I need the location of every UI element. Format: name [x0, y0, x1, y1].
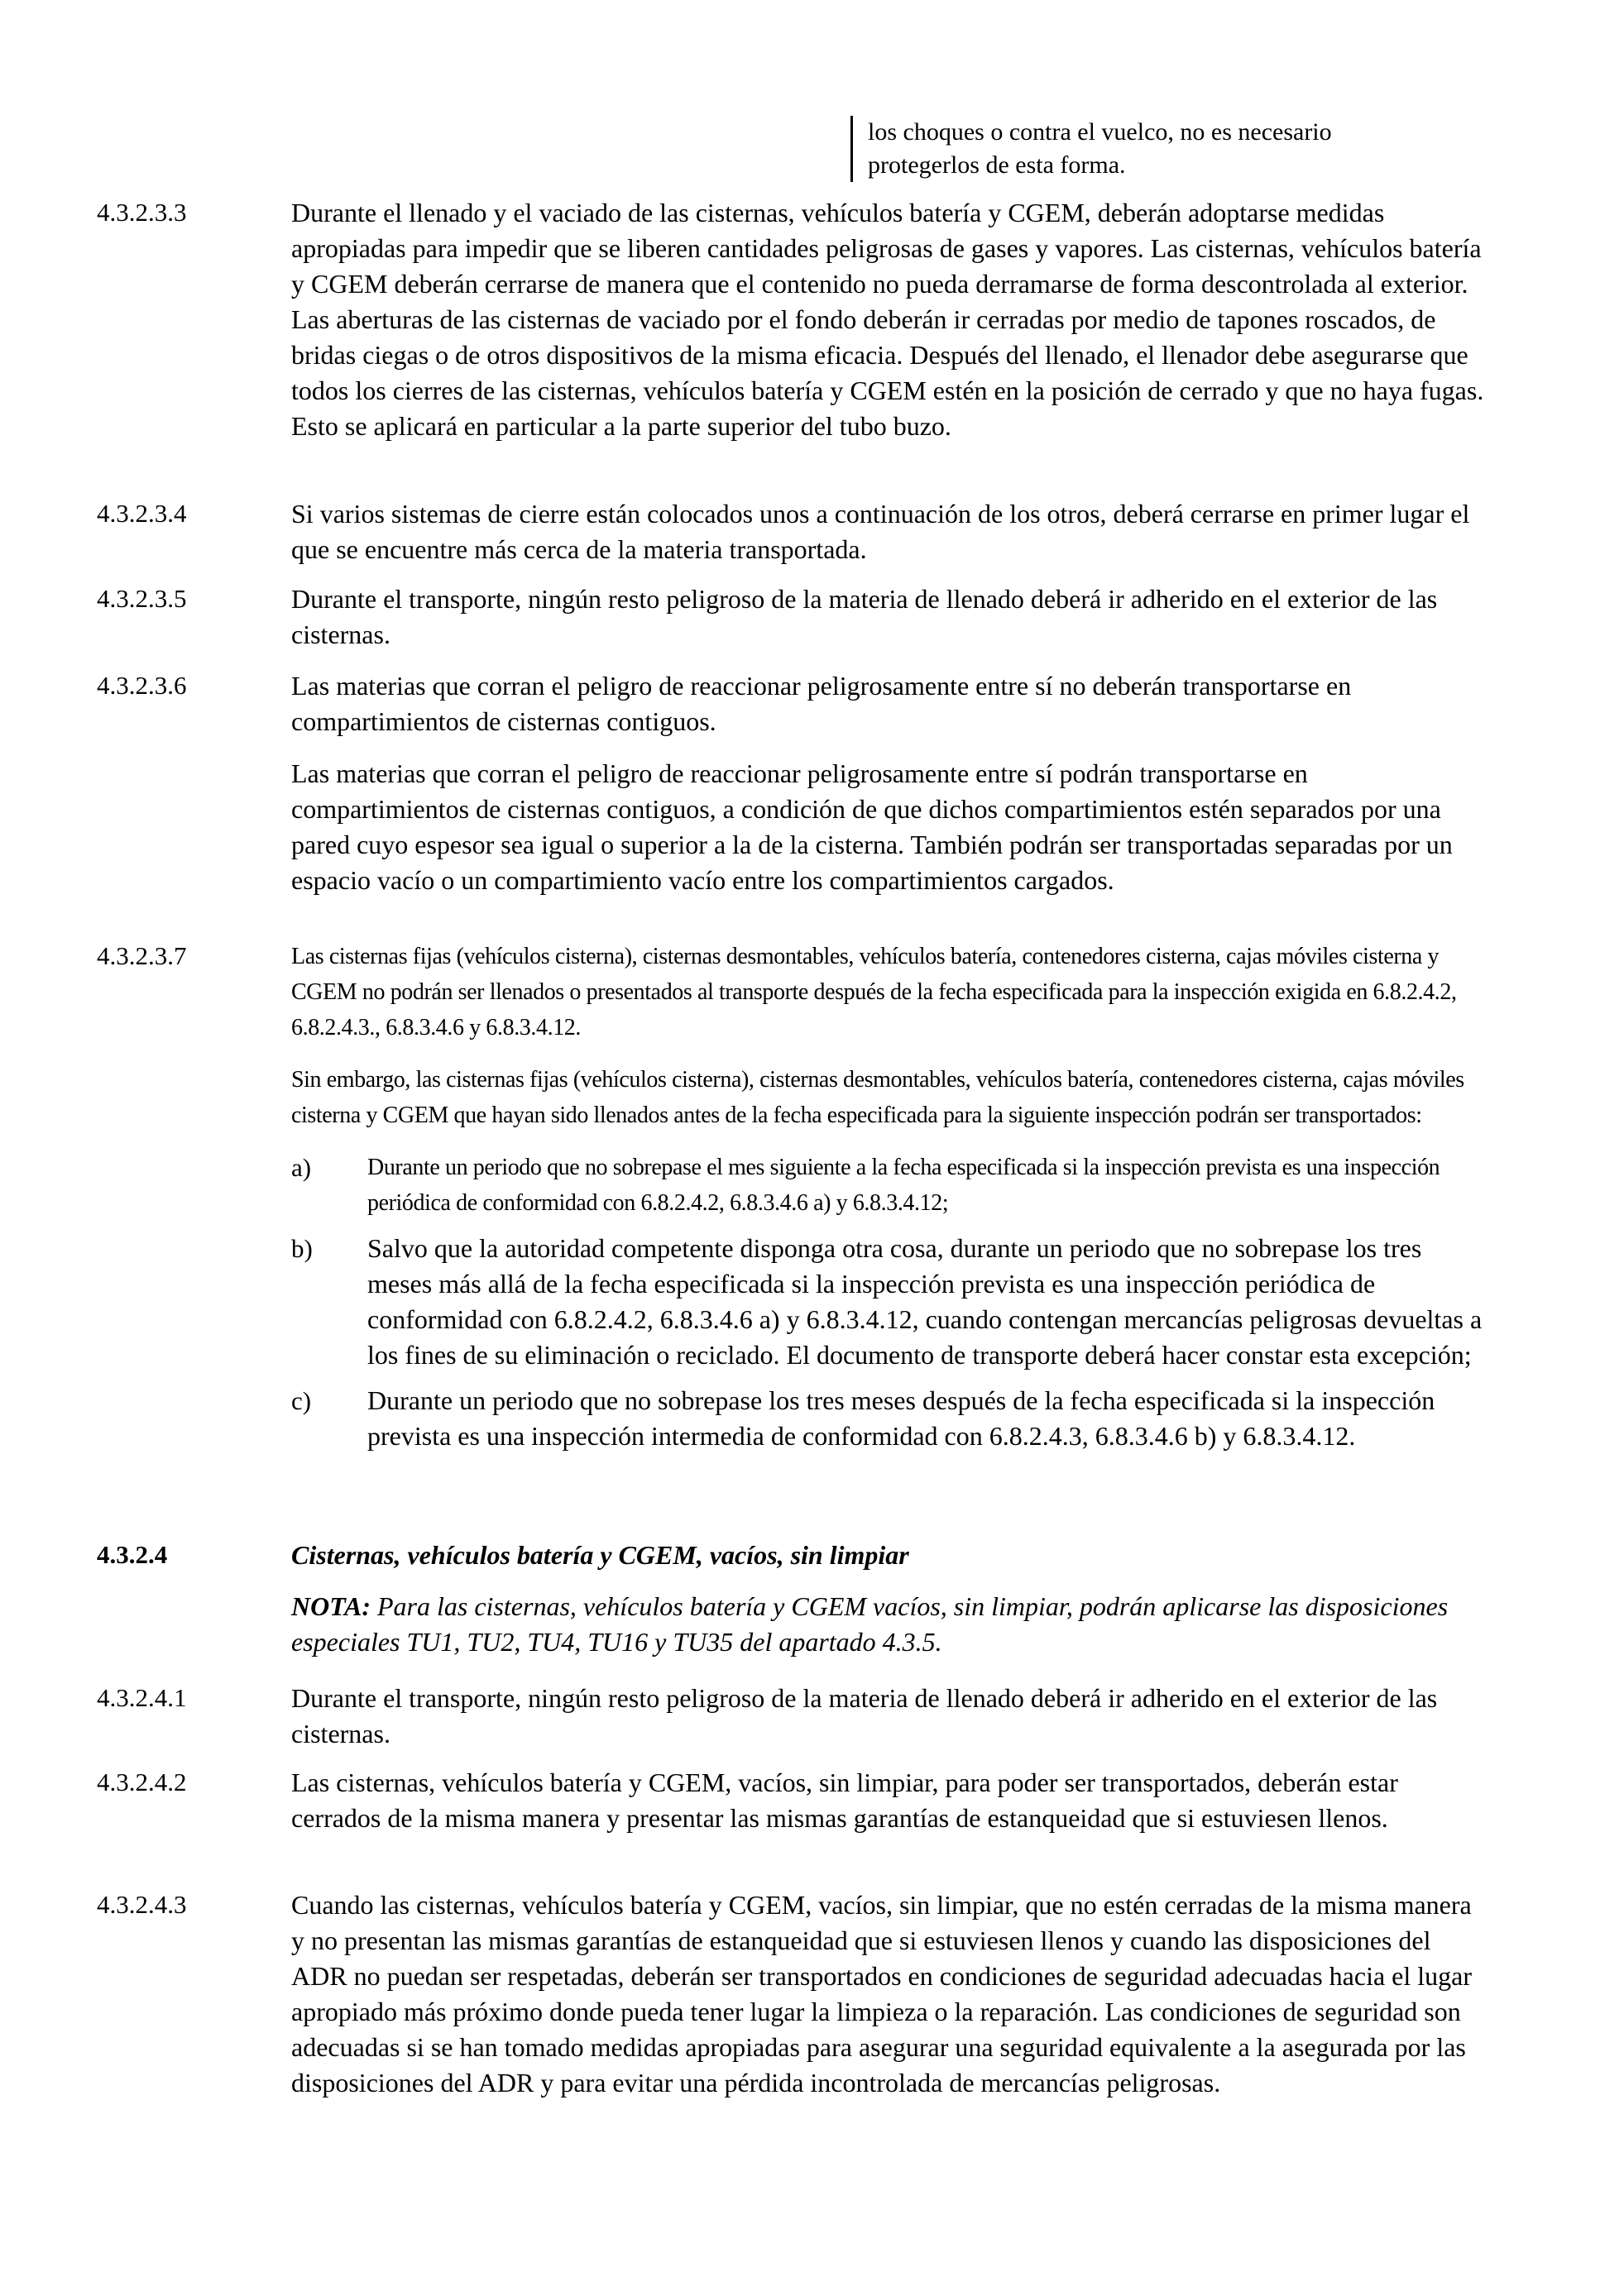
section-number: 4.3.2.4.3 — [97, 1890, 187, 1919]
list-item-c — [291, 1383, 1491, 1454]
section-number: 4.3.2.3.6 — [97, 671, 187, 700]
section-paragraph: Si varios sistemas de cierre están colocados unos a continuación de los otros, deberá cerrarse en primer lugar el que se encuentre más cerca de la materia transportada. — [291, 499, 1470, 564]
section-paragraph-2: Sin embargo, las cisternas fijas (vehículos cisterna), cisternas desmontables, vehículos batería, contenedores cisterna, cajas móviles cisterna y CGEM que hayan sido llenados antes de la fecha especificada para la siguiente inspección podrán ser transportados: — [291, 1067, 1464, 1128]
section-heading: Cisternas, vehículos batería y CGEM, vacíos, sin limpiar — [291, 1540, 909, 1570]
list-item-text: Salvo que la autoridad competente disponga otra cosa, durante un periodo que no sobrepase los tres meses más allá de la fecha especificada si la inspección prevista es una inspección periódica de conformidad con 6.8.2.4.2, 6.8.3.4.6 a) y 6.8.3.4.12, cuando contengan mercancías peligrosas devueltas a los fines de su eliminación o reciclado. El documento de transporte deberá hacer constar esta excepción; — [367, 1233, 1483, 1370]
list-item-label: a) — [291, 1153, 312, 1182]
section-note — [291, 1589, 1491, 1660]
continued-note — [850, 116, 1447, 182]
continued-note-line-1: los choques o contra el vuelco, no es necesario — [868, 118, 1332, 146]
section-number: 4.3.2.4.2 — [97, 1767, 187, 1796]
section-paragraph-1: Las cisternas fijas (vehículos cisterna), cisternas desmontables, vehículos batería, contenedores cisterna, cajas móviles cisterna y CGEM no podrán ser llenados o presentados al transporte después de la fecha especificada para la inspección exigida en 6.8.2.4.2, 6.8.2.4.3., 6.8.3.4.6 y 6.8.3.4.12. — [291, 944, 1457, 1040]
list-item-text: Durante un periodo que no sobrepase el mes siguiente a la fecha especificada si la inspección prevista es una inspección periódica de conformidad con 6.8.2.4.2, 6.8.3.4.6 a) y 6.8.3.4.12; — [367, 1155, 1440, 1216]
section-paragraph: Las cisternas, vehículos batería y CGEM, vacíos, sin limpiar, para poder ser transportados, deberán estar cerrados de la misma manera y presentar las mismas garantías de estanqueidad que si estuviesen llenos. — [291, 1767, 1398, 1833]
section-number: 4.3.2.4.1 — [97, 1683, 187, 1712]
list-item-a — [291, 1150, 1491, 1221]
section-number: 4.3.2.3.3 — [97, 198, 187, 227]
section-number: 4.3.2.4 — [97, 1540, 168, 1569]
note-text: Para las cisternas, vehículos batería y CGEM vacíos, sin limpiar, podrán aplicarse las disposiciones especiales TU1, TU2, TU4, TU16 y TU35 del apartado 4.3.5. — [291, 1591, 1449, 1657]
section-number: 4.3.2.3.5 — [97, 584, 187, 613]
section-paragraph: Durante el transporte, ningún resto peligroso de la materia de llenado deberá ir adherido en el exterior de las cisternas. — [291, 584, 1438, 649]
section-paragraph: Durante el transporte, ningún resto peligroso de la materia de llenado deberá ir adherido en el exterior de las cisternas. — [291, 1683, 1438, 1748]
list-item-label: b) — [291, 1234, 313, 1263]
section-paragraph-1: Las materias que corran el peligro de reaccionar peligrosamente entre sí no deberán transportarse en compartimientos de cisternas contiguos. — [291, 671, 1352, 736]
list-item-text: Durante un periodo que no sobrepase los tres meses después de la fecha especificada si la inspección prevista es una inspección intermedia de conformidad con 6.8.2.4.3, 6.8.3.4.6 b) y 6.8.3.4.12. — [367, 1385, 1435, 1451]
section-paragraph: Cuando las cisternas, vehículos batería y CGEM, vacíos, sin limpiar, que no estén cerradas de la misma manera y no presentan las mismas garantías de estanqueidad que si estuviesen llenos y cuando las disposiciones del ADR no puedan ser respetadas, deberán ser transportados en condiciones de seguridad adecuadas hacia el lugar apropiado más próximo donde pueda tener lugar la limpieza o la reparación. Las condiciones de seguridad son adecuadas si se han tomado medidas apropiadas para asegurar una seguridad equivalente a la asegurada por las disposiciones del ADR y para evitar una pérdida incontrolada de mercancías peligrosas. — [291, 1890, 1472, 2097]
list-item-label: c) — [291, 1386, 312, 1415]
section-number: 4.3.2.3.4 — [97, 499, 187, 528]
section-number: 4.3.2.3.7 — [97, 941, 187, 970]
list-item-b — [291, 1231, 1491, 1373]
continued-note-line-2: protegerlos de esta forma. — [868, 151, 1126, 179]
section-paragraph: Durante el llenado y el vaciado de las cisternas, vehículos batería y CGEM, deberán adoptarse medidas apropiadas para impedir que se liberen cantidades peligrosas de gases y vapores. Las cisternas, vehículos batería y CGEM deberán cerrarse de manera que el contenido no pueda derramarse de forma descontrolada al exterior. Las aberturas de las cisternas de vaciado por el fondo deberán ir cerradas por medio de tapones roscados, de bridas ciegas o de otros dispositivos de la misma eficacia. Después del llenado, el llenador debe asegurarse que todos los cierres de las cisternas, vehículos batería y CGEM estén en la posición de cerrado y que no haya fugas. Esto se aplicará en particular a la parte superior del tubo buzo. — [291, 198, 1484, 441]
section-paragraph-2: Las materias que corran el peligro de reaccionar peligrosamente entre sí podrán transportarse en compartimientos de cisternas contiguos, a condición de que dichos compartimientos estén separados por una pared cuyo espesor sea igual o superior a la de la cisterna. También podrán ser transportadas separadas por un espacio vacío o un compartimiento vacío entre los compartimientos cargados. — [291, 758, 1453, 895]
note-label: NOTA: — [291, 1591, 371, 1621]
